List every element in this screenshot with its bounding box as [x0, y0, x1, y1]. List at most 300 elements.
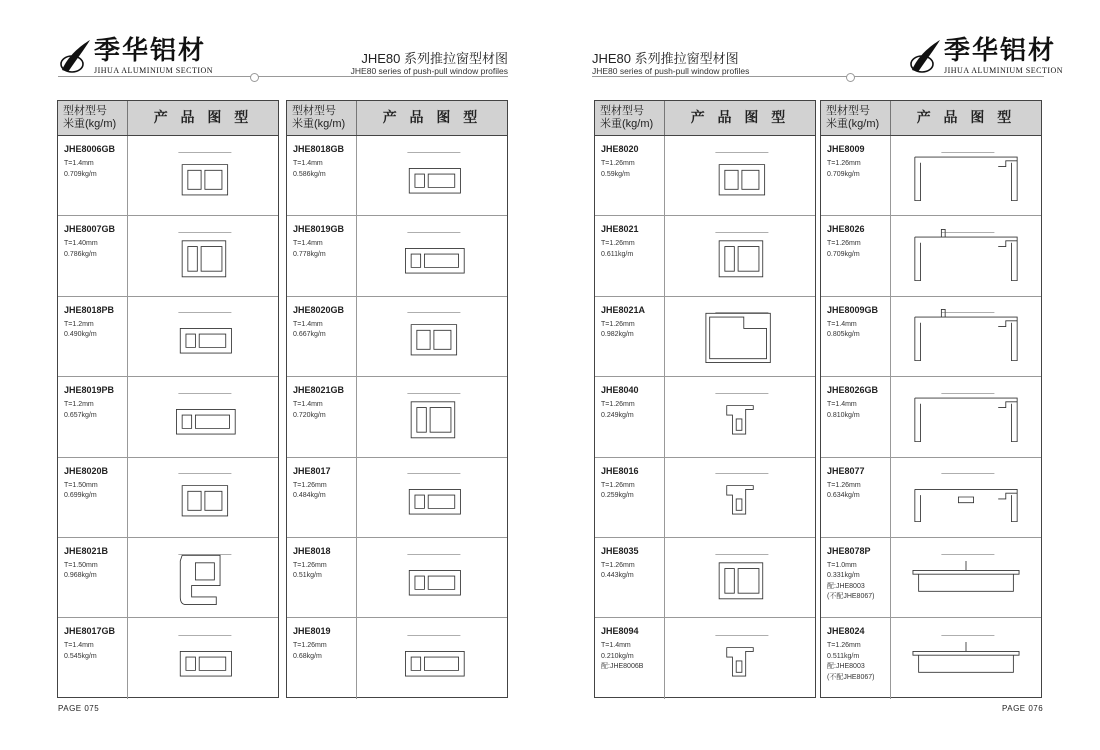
brand-mark-icon [58, 36, 94, 76]
profile-code: JHE8018GB [293, 144, 345, 154]
table-row [595, 458, 815, 538]
profile-spec: T=1.40mm [64, 240, 98, 248]
header-rule [592, 76, 1044, 77]
profile-code: JHE8007GB [64, 224, 116, 235]
brand-name-cn: 季华铝材 [94, 36, 207, 66]
profile-outline [409, 570, 460, 595]
header-rule [58, 76, 508, 77]
profile-code: JHE8040 [601, 385, 639, 396]
profile-image [665, 458, 815, 537]
profile-info [595, 136, 665, 215]
profile-spec: T=1.4mm [64, 642, 94, 650]
profile-info [821, 377, 891, 456]
profile-code: JHE8094 [601, 626, 639, 637]
profile-spec: 0.699kg/m [64, 492, 97, 500]
table-row [595, 136, 815, 216]
table-row [595, 377, 815, 457]
profile-spec: 0.59kg/m [601, 170, 630, 178]
profile-outline [411, 402, 455, 438]
profile-spec: 0.805kg/m [827, 331, 860, 339]
profile-image [891, 538, 1041, 617]
profile-diagram [367, 461, 497, 533]
profile-drawing [405, 248, 464, 273]
profile-diagram [675, 461, 805, 533]
table-row [58, 377, 278, 457]
profile-spec: T=1.26mm [601, 481, 635, 489]
profile-spec: T=1.26mm [293, 642, 327, 650]
profile-outline [182, 164, 227, 194]
profile-table [57, 100, 279, 698]
profile-diagram [138, 542, 268, 614]
table-row [821, 458, 1041, 538]
code-column-header [595, 101, 665, 135]
brand-logo [58, 36, 213, 76]
weight-label: 米重(kg/m) [826, 118, 880, 130]
profile-outline [405, 248, 464, 273]
profile-drawing [409, 570, 460, 595]
profile-code: JHE8009 [827, 144, 865, 154]
profile-outline [727, 647, 754, 675]
profile-diagram [367, 300, 497, 372]
profile-code: JHE8078P [827, 545, 871, 556]
table-row [595, 618, 815, 698]
profile-spec: 0.484kg/m [293, 492, 326, 500]
profile-outline [719, 241, 763, 277]
series-title [592, 52, 792, 78]
profile-drawing [182, 241, 226, 277]
profile-drawing [915, 157, 1017, 201]
profile-image [128, 216, 278, 295]
profile-info [595, 538, 665, 617]
profile-info [58, 216, 128, 295]
weight-label: 米重(kg/m) [292, 118, 346, 130]
profile-spec: 0.634kg/m [827, 492, 860, 500]
table-row [287, 136, 507, 216]
profile-spec: T=1.2mm [64, 320, 94, 328]
page-number: PAGE 076 [1002, 704, 1044, 713]
profile-slot [958, 497, 973, 503]
profile-spec: 0.586kg/m [293, 170, 326, 178]
profile-drawing [915, 490, 1017, 522]
profile-spec: (不配JHE8067) [827, 673, 875, 681]
profile-image [128, 297, 278, 376]
profile-drawing [405, 651, 464, 676]
profile-spec: 0.709kg/m [64, 170, 97, 178]
profile-info [58, 458, 128, 537]
profile-outline [409, 168, 460, 193]
profile-spec: T=1.4mm [601, 642, 631, 650]
profile-info [821, 458, 891, 537]
profile-outline [706, 314, 770, 363]
profile-table [594, 100, 816, 698]
table-row [58, 618, 278, 698]
profile-spec: 0.786kg/m [64, 250, 97, 258]
profile-spec: 0.982kg/m [601, 331, 634, 339]
profile-info [821, 538, 891, 617]
profile-code: JHE8021GB [293, 385, 345, 396]
profile-diagram [675, 542, 805, 614]
weight-label: 米重(kg/m) [63, 118, 117, 130]
profile-code: JHE8026 [827, 224, 865, 235]
profile-spec: T=1.4mm [827, 320, 857, 328]
profile-spec: 0.667kg/m [293, 331, 326, 339]
profile-image [357, 458, 507, 537]
table-row [595, 538, 815, 618]
profile-code: JHE8019 [293, 626, 331, 637]
profile-info [58, 618, 128, 698]
profile-outline [915, 237, 1017, 281]
header-rule-dot [250, 73, 259, 82]
code-label: 型材型号 [292, 105, 336, 117]
profile-drawing [176, 409, 235, 434]
profile-drawing [706, 314, 770, 363]
profile-outline [409, 490, 460, 515]
profile-table [820, 100, 1042, 698]
profile-code: JHE8019PB [64, 385, 115, 396]
image-column-header: 产 品 图 型 [690, 110, 790, 126]
brand-mark-icon [908, 36, 944, 76]
profile-spec: 0.720kg/m [293, 411, 326, 419]
profile-code: JHE8077 [827, 465, 865, 476]
profile-code: JHE8021A [601, 304, 646, 315]
profile-spec: T=1.50mm [64, 481, 98, 489]
profile-drawing [915, 310, 1017, 361]
profile-spec: T=1.26mm [827, 481, 861, 489]
profile-outline [180, 329, 231, 354]
profile-diagram [675, 300, 805, 372]
profile-spec: 0.545kg/m [64, 652, 97, 660]
profile-spec: 0.657kg/m [64, 411, 97, 419]
profile-diagram [901, 140, 1031, 212]
page-number: PAGE 075 [58, 704, 100, 713]
profile-drawing [915, 230, 1017, 281]
table-header [595, 101, 815, 136]
profile-diagram [675, 140, 805, 212]
profile-image [128, 377, 278, 456]
brand-logo [908, 36, 1063, 76]
profile-drawing [409, 490, 460, 515]
profile-outline [411, 325, 456, 355]
profile-drawing [182, 164, 227, 194]
profile-code: JHE8009GB [827, 304, 879, 315]
profile-image [665, 136, 815, 215]
profile-spec: 配:JHE8003 [827, 663, 865, 671]
profile-info [287, 458, 357, 537]
series-title-en: JHE80 series of push-pull window profiles [350, 66, 508, 76]
profile-code: JHE8021B [64, 545, 109, 556]
table-row [58, 297, 278, 377]
profile-info [58, 297, 128, 376]
table-row [287, 377, 507, 457]
profile-spec: T=1.4mm [827, 401, 857, 409]
profile-image [128, 538, 278, 617]
profile-spec: 0.511kg/m [827, 652, 860, 660]
profile-image [357, 538, 507, 617]
profile-info [287, 618, 357, 698]
profile-code: JHE8018 [293, 545, 331, 556]
profile-outline [180, 651, 231, 676]
profile-drawing [180, 555, 220, 604]
profile-spec: T=1.26mm [827, 160, 861, 167]
profile-diagram [367, 542, 497, 614]
profile-diagram [367, 381, 497, 453]
profile-code: JHE8026GB [827, 385, 879, 396]
profile-spec: T=1.26mm [601, 160, 635, 167]
profile-outline [913, 561, 1019, 591]
profile-diagram [901, 220, 1031, 292]
profile-spec: T=1.4mm [293, 240, 323, 248]
profile-spec: T=1.26mm [601, 401, 635, 409]
profile-diagram [138, 140, 268, 212]
profile-info [595, 377, 665, 456]
table-header [58, 101, 278, 136]
profile-outline [719, 562, 763, 598]
profile-code: JHE8020B [64, 465, 109, 476]
profile-spec: 0.778kg/m [293, 250, 326, 258]
profile-image [891, 216, 1041, 295]
profile-spec: T=1.2mm [64, 401, 94, 409]
profile-table [286, 100, 508, 698]
profile-outline [176, 409, 235, 434]
profile-spec: T=1.4mm [64, 160, 94, 167]
profile-drawing [411, 402, 455, 438]
profile-image [891, 458, 1041, 537]
profile-diagram [138, 220, 268, 292]
profile-spec: T=1.4mm [293, 320, 323, 328]
profile-fin [941, 230, 945, 238]
profile-code: JHE8017GB [64, 626, 116, 637]
profile-diagram [675, 381, 805, 453]
code-column-header [821, 101, 891, 135]
profile-image [357, 377, 507, 456]
table-row [287, 458, 507, 538]
profile-outline [913, 641, 1019, 671]
header-rule-dot [846, 73, 855, 82]
profile-diagram [901, 300, 1031, 372]
profile-info [287, 538, 357, 617]
profile-info [58, 377, 128, 456]
profile-spec: T=1.26mm [827, 642, 861, 650]
table-row [287, 216, 507, 296]
profile-drawing [180, 329, 231, 354]
profile-image [357, 216, 507, 295]
code-label: 型材型号 [826, 105, 870, 117]
profile-code: JHE8035 [601, 545, 639, 556]
profile-spec: 0.210kg/m [601, 652, 634, 660]
profile-info [821, 297, 891, 376]
profile-outline [182, 241, 226, 277]
profile-drawing [411, 325, 456, 355]
profile-diagram [901, 461, 1031, 533]
series-title-cn: JHE80 系列推拉窗型材图 [361, 51, 508, 66]
profile-drawing [913, 561, 1019, 591]
profile-outline [727, 405, 754, 433]
profile-image [665, 618, 815, 698]
table-row [58, 458, 278, 538]
profile-spec: 0.249kg/m [601, 411, 634, 419]
profile-outline [719, 164, 764, 194]
profile-info [595, 618, 665, 698]
table-row [58, 538, 278, 618]
profile-spec: T=1.26mm [827, 240, 861, 248]
profile-diagram [138, 300, 268, 372]
profile-spec: T=1.4mm [293, 401, 323, 409]
profile-info [821, 216, 891, 295]
profile-code: JHE8020 [601, 144, 639, 154]
code-label: 型材型号 [63, 105, 107, 117]
profile-info [287, 297, 357, 376]
profile-spec: T=1.4mm [293, 160, 323, 167]
profile-info [821, 136, 891, 215]
profile-diagram [138, 623, 268, 695]
profile-diagram [138, 381, 268, 453]
profile-outline [915, 157, 1017, 201]
profile-spec: 0.709kg/m [827, 170, 860, 178]
profile-outline [180, 555, 220, 604]
profile-diagram [675, 220, 805, 292]
profile-spec: 配:JHE8003 [827, 582, 865, 590]
profile-image [665, 216, 815, 295]
profile-image [357, 136, 507, 215]
table-row [287, 297, 507, 377]
profile-info [287, 377, 357, 456]
table-row [287, 538, 507, 618]
brand-name-en: JIHUA ALUMINIUM SECTION [944, 66, 1064, 75]
profile-spec: 0.68kg/m [293, 652, 322, 660]
profile-image [357, 297, 507, 376]
code-column-header [58, 101, 128, 135]
profile-image [891, 136, 1041, 215]
table-row [821, 136, 1041, 216]
table-row [821, 538, 1041, 618]
table-row [821, 377, 1041, 457]
profile-diagram [901, 623, 1031, 695]
profile-image [891, 297, 1041, 376]
table-row [595, 216, 815, 296]
profile-info [287, 216, 357, 295]
profile-diagram [675, 623, 805, 695]
profile-spec: T=1.26mm [601, 320, 635, 328]
profile-spec: 0.331kg/m [827, 572, 860, 580]
code-column-header [287, 101, 357, 135]
profile-outline [182, 486, 227, 516]
profile-code: JHE8016 [601, 465, 639, 476]
profile-drawing [180, 651, 231, 676]
right-page [550, 0, 1100, 750]
profile-diagram [367, 140, 497, 212]
profile-spec: (不配JHE8067) [827, 593, 875, 601]
profile-outline [405, 651, 464, 676]
profile-drawing [727, 405, 754, 433]
table-row [821, 618, 1041, 698]
profile-spec: T=1.50mm [64, 561, 98, 569]
profile-info [595, 216, 665, 295]
profile-drawing [409, 168, 460, 193]
profile-code: JHE8024 [827, 626, 865, 637]
image-column-header: 产 品 图 型 [153, 110, 253, 126]
table-header [821, 101, 1041, 136]
brand-name-cn: 季华铝材 [944, 36, 1057, 66]
profile-code: JHE8017 [293, 465, 331, 476]
profile-info [287, 136, 357, 215]
profile-code: JHE8018PB [64, 304, 115, 315]
profile-fin [941, 310, 945, 318]
profile-drawing [727, 486, 754, 514]
profile-info [595, 297, 665, 376]
profile-drawing [719, 164, 764, 194]
profile-outline [915, 398, 1017, 442]
series-title [340, 52, 508, 78]
profile-spec: 0.968kg/m [64, 572, 97, 580]
profile-image [357, 618, 507, 698]
table-row [287, 618, 507, 698]
series-title-en: JHE80 series of push-pull window profiles [592, 66, 750, 76]
profile-code: JHE8020GB [293, 304, 345, 315]
profile-image [128, 136, 278, 215]
profile-outline [915, 490, 1017, 522]
profile-spec: 配:JHE8006B [601, 663, 644, 671]
profile-image [128, 618, 278, 698]
table-row [58, 136, 278, 216]
profile-code: JHE8006GB [64, 144, 116, 154]
profile-diagram [367, 220, 497, 292]
profile-spec: 0.810kg/m [827, 411, 860, 419]
weight-label: 米重(kg/m) [600, 118, 654, 130]
profile-spec: 0.51kg/m [293, 572, 322, 580]
profile-drawing [719, 562, 763, 598]
series-title-cn: JHE80 系列推拉窗型材图 [592, 51, 739, 66]
code-label: 型材型号 [600, 105, 644, 117]
profile-code: JHE8019GB [293, 224, 345, 235]
profile-spec: 0.259kg/m [601, 492, 634, 500]
profile-info [595, 458, 665, 537]
profile-image [665, 297, 815, 376]
profile-image [665, 377, 815, 456]
table-row [58, 216, 278, 296]
profile-spec: 0.490kg/m [64, 331, 97, 339]
profile-diagram [367, 623, 497, 695]
profile-code: JHE8021 [601, 224, 639, 235]
profile-image [665, 538, 815, 617]
profile-info [58, 136, 128, 215]
profile-spec: 0.709kg/m [827, 250, 860, 258]
profile-info [58, 538, 128, 617]
profile-info [821, 618, 891, 698]
profile-spec: T=1.26mm [601, 240, 635, 248]
profile-diagram [901, 381, 1031, 453]
profile-diagram [138, 461, 268, 533]
profile-outline [915, 318, 1017, 362]
profile-spec: T=1.26mm [293, 481, 327, 489]
profile-spec: T=1.26mm [293, 561, 327, 569]
profile-spec: T=1.0mm [827, 561, 857, 569]
profile-drawing [915, 398, 1017, 442]
image-column-header: 产 品 图 型 [382, 110, 482, 126]
profile-drawing [182, 486, 227, 516]
profile-image [891, 618, 1041, 698]
profile-drawing [913, 641, 1019, 671]
profile-image [128, 458, 278, 537]
profile-drawing [727, 647, 754, 675]
profile-spec: 0.611kg/m [601, 250, 634, 258]
profile-image [891, 377, 1041, 456]
profile-drawing [719, 241, 763, 277]
image-column-header: 产 品 图 型 [916, 110, 1016, 126]
table-row [821, 216, 1041, 296]
profile-outline [727, 486, 754, 514]
profile-spec: 0.443kg/m [601, 572, 634, 580]
profile-spec: T=1.26mm [601, 561, 635, 569]
